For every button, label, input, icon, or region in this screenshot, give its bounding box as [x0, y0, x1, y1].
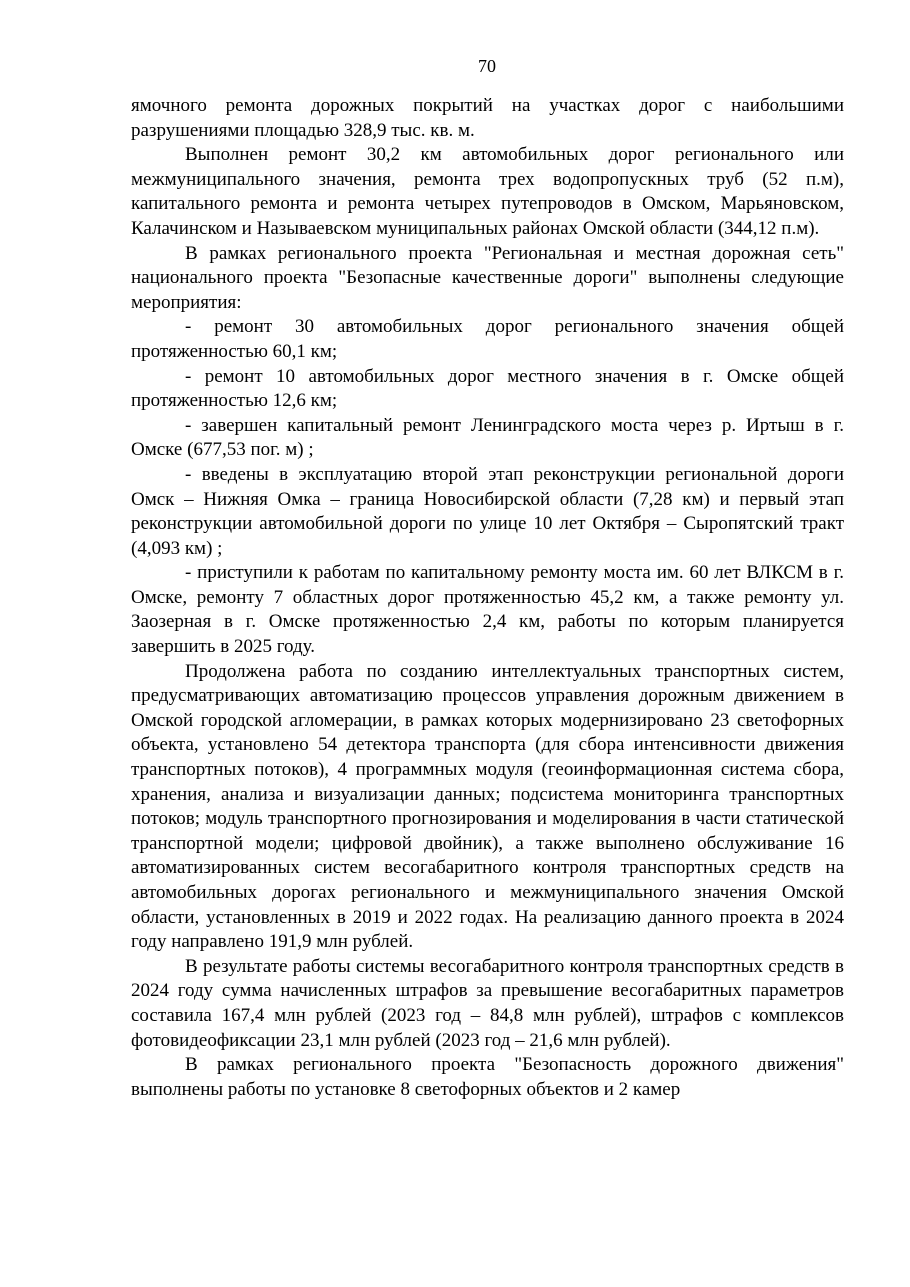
list-item-regional-roads: - ремонт 30 автомобильных дорог регионального значения общей протяженностью 60,1 км;: [131, 316, 844, 362]
list-item-reconstruction: - введены в эксплуатацию второй этап реконструкции региональной дороги Омск – Нижняя Омка – граница Новосибирской области (7,28 км) и первый этап реконструкции автомобильной дороги по улице 10 лет Октября – Сыропятский тракт (4,093 км) ;: [131, 463, 844, 559]
page-number: 70: [478, 56, 496, 76]
document-body: [131, 94, 844, 1102]
paragraph-continuation: ямочного ремонта дорожных покрытий на участках дорог с наибольшими разрушениями площадью 328,9 тыс. кв. м.: [131, 95, 844, 141]
list-item-leningrad-bridge: - завершен капитальный ремонт Ленинградского моста через р. Иртыш в г. Омске (677,53 пог. м) ;: [131, 414, 844, 461]
paragraph-weight-control: В результате работы системы весогабаритного контроля транспортных средств в 2024 году сумма начисленных штрафов за превышение весогабаритных параметров составила 167,4 млн рублей (2023 год – 84,8 млн рублей), штрафов с комплексов фотовидеофиксации 23,1 млн рублей (2023 год – 21,6 млн рублей).: [131, 955, 844, 1051]
paragraph-road-safety: В рамках регионального проекта "Безопасность дорожного движения" выполнены работы по установке 8 светофорных объектов и 2 камер: [131, 1054, 844, 1100]
paragraph-intelligent-transport: Продолжена работа по созданию интеллектуальных транспортных систем, предусматривающих автоматизацию процессов управления дорожным движением в Омской городской агломерации, в рамках которых модернизировано 23 светофорных объекта, установлено 54 детектора транспорта (для сбора интенсивности движения транспортных потоков), 4 программных модуля (геоинформационная система сбора, хранения, анализа и визуализации данных; подсистема мониторинга транспортных потоков; модуль транспортного прогнозирования и моделирования в части статической транспортной модели; цифровой двойник), а также выполнено обслуживание 16 автоматизированных систем весогабаритного контроля транспортных средств на автомобильных дорогах регионального и межмуниципального значения Омской области, установленных в 2019 и 2022 годах. На реализацию данного проекта в 2024 году направлено 191,9 млн рублей.: [131, 660, 844, 953]
paragraph-road-repair: Выполнен ремонт 30,2 км автомобильных дорог регионального или межмуниципального значения, ремонта трех водопропускных труб (52 п.м), капитального ремонта и ремонта четырех путепроводов в Омском, Марьяновском, Калачинском и Называевском муниципальных районах Омской области (344,12 п.м).: [131, 144, 844, 239]
list-item-local-roads: - ремонт 10 автомобильных дорог местного значения в г. Омске общей протяженностью 12,6 км;: [131, 365, 844, 412]
list-item-vlksm-bridge: - приступили к работам по капитальному ремонту моста им. 60 лет ВЛКСМ в г. Омске, ремонту 7 областных дорог протяженностью 45,2 км, а также ремонту ул. Заозерная в г. Омске протяженностью 2,4 км, работы по которым планируется завершить в 2025 году.: [131, 562, 844, 658]
paragraph-regional-project: В рамках регионального проекта "Региональная и местная дорожная сеть" национального проекта "Безопасные качественные дороги" выполнены следующие мероприятия:: [131, 242, 844, 313]
